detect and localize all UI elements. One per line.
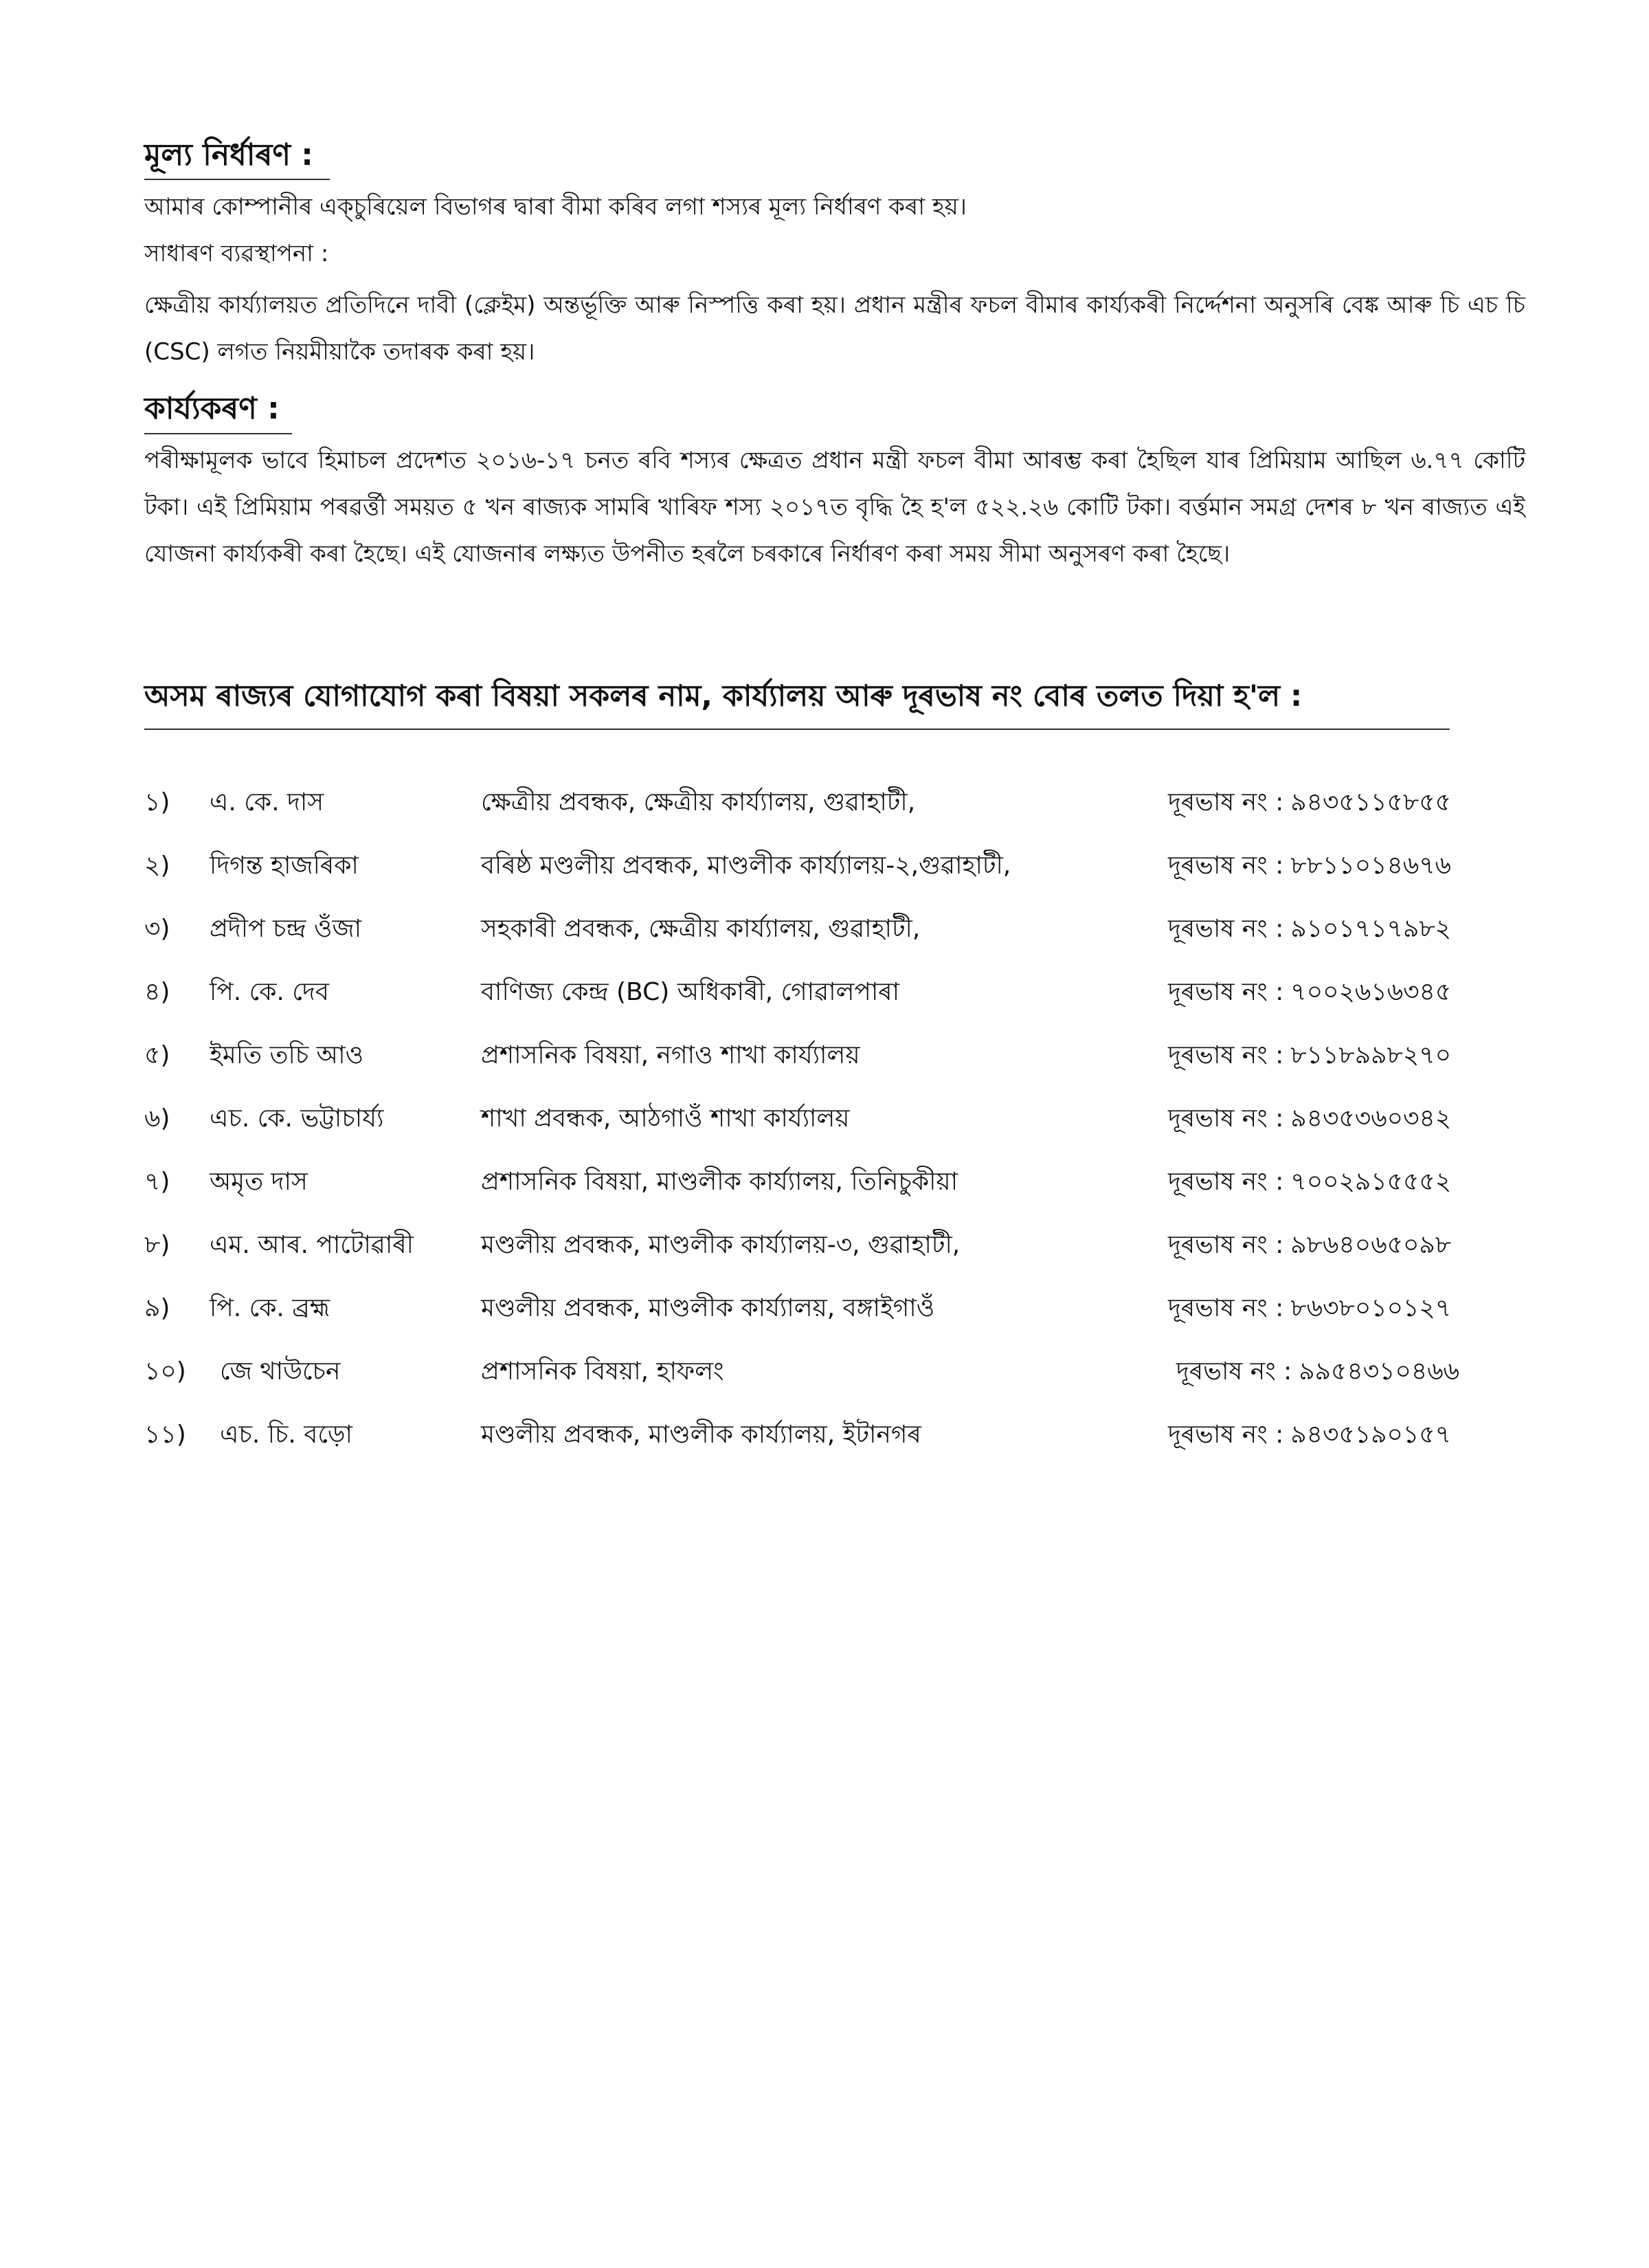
contact-name: প্ৰদীপ চন্দ্ৰ ওঁজা <box>210 915 362 943</box>
serial-number: ১) <box>144 788 170 816</box>
phone-number: ৮৬৩৮০১০১২৭ <box>1290 1294 1452 1322</box>
contact-designation: সহকাৰী প্ৰবন্ধক, ক্ষেত্ৰীয় কাৰ্য্যালয়, গুৱাহাটী, <box>481 915 921 943</box>
contact-designation: প্ৰশাসনিক বিষয়া, মাণ্ডলীক কাৰ্য্যালয়, তিনিচুকীয়া <box>481 1168 958 1196</box>
phone-label: দূৰভাষ নং : <box>1168 1294 1284 1322</box>
implementation-heading: কাৰ্য্যকৰণ : <box>144 391 280 426</box>
contact-phone <box>1168 1226 1451 1265</box>
contact-phone <box>1168 1100 1451 1138</box>
phone-label: দূৰভাষ নং : <box>1168 788 1284 816</box>
phone-label: দূৰভাষ নং : <box>1168 1168 1284 1196</box>
contact-phone <box>1168 847 1451 885</box>
contact-phone <box>1168 783 1451 822</box>
administration-heading: সাধাৰণ ব্যৱস্থাপনা : <box>144 240 329 267</box>
contact-row <box>0 1289 1649 1344</box>
contact-name: ইমতি তচি আও <box>210 1041 364 1069</box>
implementation-heading-underline <box>144 433 292 434</box>
contact-phone <box>1168 1289 1451 1328</box>
contact-name: এ. কে. দাস <box>210 788 324 816</box>
serial-number: ৮) <box>144 1231 170 1259</box>
contact-row <box>0 1100 1649 1155</box>
serial-number: ১০) <box>144 1357 186 1386</box>
phone-label: দূৰভাষ নং : <box>1168 852 1284 880</box>
contact-name: পি. কে. ব্ৰহ্ম <box>210 1294 330 1322</box>
contact-designation: মণ্ডলীয় প্ৰবন্ধক, মাণ্ডলীক কাৰ্য্যালয়, ইটানগৰ <box>481 1421 921 1449</box>
contact-phone <box>1176 1353 1459 1391</box>
phone-label: দূৰভাষ নং : <box>1168 978 1284 1006</box>
phone-label: দূৰভাষ নং : <box>1168 1104 1284 1133</box>
serial-number: ৬) <box>144 1104 170 1133</box>
phone-number: ৮১১৮৯৯৮২৭০ <box>1290 1041 1452 1069</box>
contact-designation: মণ্ডলীয় প্ৰবন্ধক, মাণ্ডলীক কাৰ্য্যালয়, বঙ্গাইগাওঁ <box>481 1294 935 1322</box>
contact-designation: মণ্ডলীয় প্ৰবন্ধক, মাণ্ডলীক কাৰ্য্যালয়-৩, গুৱাহাটী, <box>481 1231 961 1259</box>
contact-phone <box>1168 1416 1451 1454</box>
contacts-title-underline <box>144 729 1450 730</box>
phone-number: ৮৮১১০১৪৬৭৬ <box>1290 852 1452 880</box>
contact-row <box>0 910 1649 965</box>
serial-number: ৫) <box>144 1041 170 1069</box>
phone-label: দূৰভাষ নং : <box>1168 1421 1284 1449</box>
phone-number: ৯৪৩৫৩৬০৩৪২ <box>1290 1104 1452 1133</box>
contact-designation: প্ৰশাসনিক বিষয়া, হাফলং <box>481 1357 724 1386</box>
phone-label: দূৰভাষ নং : <box>1168 1041 1284 1069</box>
contact-name: অমৃত দাস <box>210 1168 308 1196</box>
phone-number: ৯৯৫৪৩১০৪৬৬ <box>1299 1357 1460 1386</box>
contact-name: এচ. চি. বড়ো <box>220 1421 352 1449</box>
contact-phone <box>1168 1036 1451 1075</box>
contact-name: এম. আৰ. পাটোৱাৰী <box>210 1231 414 1259</box>
phone-label: দূৰভাষ নং : <box>1168 1231 1284 1259</box>
phone-number: ৭০০২৬১৬৩৪৫ <box>1290 978 1452 1006</box>
contact-row <box>0 973 1649 1028</box>
contact-phone <box>1168 910 1451 948</box>
contact-row <box>0 783 1649 838</box>
contact-row <box>0 1226 1649 1281</box>
contact-designation: ক্ষেত্ৰীয় প্ৰবন্ধক, ক্ষেত্ৰীয় কাৰ্য্যালয়, গুৱাহাটী, <box>481 788 916 816</box>
phone-number: ৯৪৩৫১১৫৮৫৫ <box>1290 788 1451 816</box>
contact-name: পি. কে. দেব <box>210 978 329 1006</box>
contact-phone <box>1168 973 1451 1012</box>
contact-name: এচ. কে. ভট্টাচাৰ্য্য <box>210 1104 384 1133</box>
implementation-text: পৰীক্ষামূলক ভাবে হিমাচল প্ৰদেশত ২০১৬-১৭ চনত ৰবি শস্যৰ ক্ষেত্ৰত প্ৰধান মন্ত্ৰী ফচল বীমা আৰম্ভ কৰা হৈছিল যাৰ প্ৰিমিয়াম আছিল ৬.৭৭ কোটি টকা। এই প্ৰিমিয়াম পৰৱৰ্ত্তী সময়ত ৫ খন ৰাজ্যক সামৰি খাৰিফ শস্য ২০১৭ত বৃদ্ধি হৈ হ'ল ৫২২.২৬ কোটি টকা। বৰ্ত্তমান সমগ্ৰ দেশৰ ৮ খন ৰাজ্যত এই যোজনা কাৰ্য্যকৰী কৰা হৈছে। এই যোজনাৰ লক্ষ্যত উপনীত হৰলৈ চৰকাৰে নিৰ্ধাৰণ কৰা সময় সীমা অনুসৰণ কৰা হৈছে। <box>144 447 1525 568</box>
phone-number: ৯৮৬৪০৬৫০৯৮ <box>1290 1231 1452 1259</box>
serial-number: ১১) <box>144 1421 186 1449</box>
phone-number: ৯৪৩৫১৯০১৫৭ <box>1290 1421 1452 1449</box>
phone-label: দূৰভাষ নং : <box>1176 1357 1292 1386</box>
phone-label: দূৰভাষ নং : <box>1168 915 1284 943</box>
serial-number: ৩) <box>144 915 170 943</box>
contact-designation: প্ৰশাসনিক বিষয়া, নগাও শাখা কাৰ্য্যালয় <box>481 1041 860 1069</box>
contact-row <box>0 1036 1649 1091</box>
phone-number: ৯১০১৭১৭৯৮২ <box>1290 915 1452 943</box>
serial-number: ৭) <box>144 1168 170 1196</box>
administration-text: ক্ষেত্ৰীয় কাৰ্য্যালয়ত প্ৰতিদিনে দাবী (ক্লেইম) অন্তৰ্ভূক্তি আৰু নিস্পত্তি কৰা হয়। প্ৰধান মন্ত্ৰীৰ ফচল বীমাৰ কাৰ্য্যকৰী নিৰ্দ্দেশনা অনুসৰি বেঙ্ক আৰু চি এচ চি (CSC) লগত নিয়মীয়াকৈ তদাৰক কৰা হয়। <box>144 291 1525 366</box>
contact-designation: বৰিষ্ঠ মণ্ডলীয় প্ৰবন্ধক, মাণ্ডলীক কাৰ্য্যালয়-২,গুৱাহাটী, <box>481 852 1011 880</box>
pricing-text: আমাৰ কোম্পানীৰ এক্চুৰিয়েল বিভাগৰ দ্বাৰা বীমা কৰিব লগা শস্যৰ মূল্য নিৰ্ধাৰণ কৰা হয়। <box>144 193 967 221</box>
contact-name: দিগন্ত হাজৰিকা <box>210 852 359 880</box>
pricing-heading-underline <box>144 179 330 180</box>
contact-phone <box>1168 1163 1451 1201</box>
serial-number: ২) <box>144 852 170 880</box>
phone-number: ৭০০২৯১৫৫৫২ <box>1290 1168 1452 1196</box>
contact-row <box>0 1353 1649 1408</box>
contact-designation: বাণিজ্য কেন্দ্ৰ (BC) অধিকাৰী, গোৱালপাৰা <box>481 978 900 1006</box>
contacts-title: অসম ৰাজ্যৰ যোগাযোগ কৰা বিষয়া সকলৰ নাম, কাৰ্য্যালয় আৰু দূৰভাষ নং বোৰ তলত দিয়া হ'ল : <box>144 679 1303 713</box>
contact-row <box>0 1416 1649 1471</box>
contact-row <box>0 1163 1649 1218</box>
serial-number: ৪) <box>144 978 170 1006</box>
serial-number: ৯) <box>144 1294 170 1322</box>
pricing-heading: মূল্য নিৰ্ধাৰণ : <box>144 137 313 173</box>
contact-row <box>0 847 1649 902</box>
contact-designation: শাখা প্ৰবন্ধক, আঠগাওঁ শাখা কাৰ্য্যালয় <box>481 1104 850 1133</box>
contact-name: জে থাউচেন <box>220 1357 341 1386</box>
